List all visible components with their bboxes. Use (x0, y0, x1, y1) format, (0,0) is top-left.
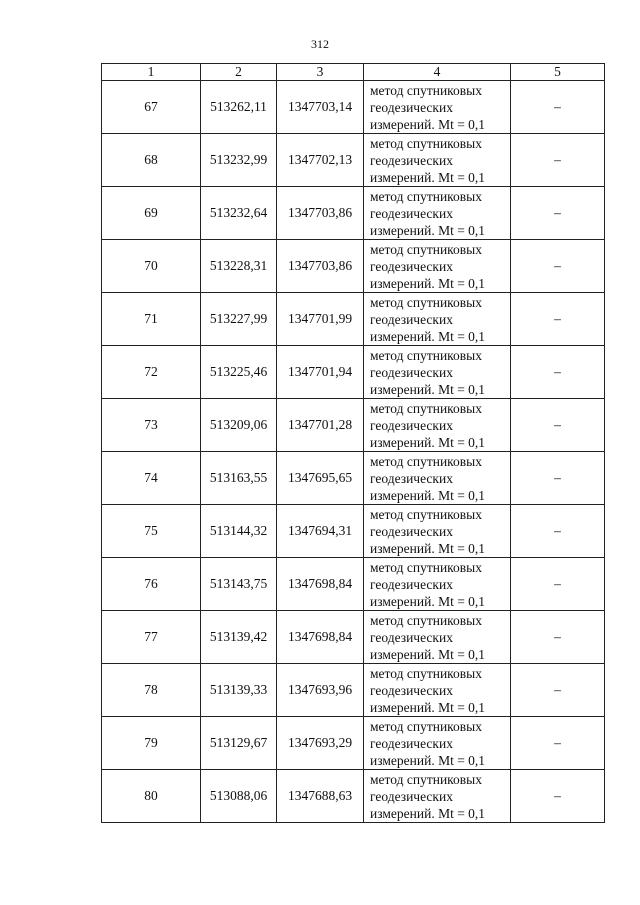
note-cell: – (511, 558, 605, 611)
header-col-4: 4 (364, 64, 511, 81)
x-coordinate-cell: 513228,31 (201, 240, 277, 293)
x-coordinate-cell: 513088,06 (201, 770, 277, 823)
y-coordinate-cell: 1347693,29 (277, 717, 364, 770)
y-coordinate-cell: 1347703,86 (277, 187, 364, 240)
header-col-5: 5 (511, 64, 605, 81)
y-coordinate-cell: 1347698,84 (277, 611, 364, 664)
point-number-cell: 67 (102, 81, 201, 134)
table-row (102, 293, 605, 346)
table-row (102, 187, 605, 240)
y-coordinate-cell: 1347702,13 (277, 134, 364, 187)
point-number-cell: 70 (102, 240, 201, 293)
note-cell: – (511, 399, 605, 452)
method-line: геодезических (370, 523, 453, 539)
table-row (102, 558, 605, 611)
method-line: геодезических (370, 364, 453, 380)
table-header (102, 64, 605, 81)
point-number-cell: 72 (102, 346, 201, 399)
table-row (102, 611, 605, 664)
method-line: геодезических (370, 417, 453, 433)
method-line: измерений. Mt = 0,1 (370, 169, 486, 185)
method-line: метод спутниковых (370, 718, 482, 734)
table-row (102, 81, 605, 134)
note-cell: – (511, 611, 605, 664)
method-line: метод спутниковых (370, 771, 482, 787)
point-number-cell: 76 (102, 558, 201, 611)
note-cell: – (511, 505, 605, 558)
y-coordinate-cell: 1347688,63 (277, 770, 364, 823)
method-line: метод спутниковых (370, 665, 482, 681)
table-row (102, 399, 605, 452)
method-line: метод спутниковых (370, 82, 482, 98)
method-line: метод спутниковых (370, 612, 482, 628)
method-line: геодезических (370, 735, 453, 751)
method-line: измерений. Mt = 0,1 (370, 593, 486, 609)
x-coordinate-cell: 513144,32 (201, 505, 277, 558)
method-line: геодезических (370, 629, 453, 645)
y-coordinate-cell: 1347703,14 (277, 81, 364, 134)
method-line: метод спутниковых (370, 294, 482, 310)
header-col-2: 2 (201, 64, 277, 81)
point-number-cell: 69 (102, 187, 201, 240)
note-cell: – (511, 240, 605, 293)
method-line: измерений. Mt = 0,1 (370, 540, 486, 556)
note-cell: – (511, 770, 605, 823)
point-number-cell: 71 (102, 293, 201, 346)
method-cell (364, 664, 511, 717)
table-body (102, 81, 605, 823)
method-cell (364, 240, 511, 293)
method-line: геодезических (370, 576, 453, 592)
x-coordinate-cell: 513139,42 (201, 611, 277, 664)
x-coordinate-cell: 513143,75 (201, 558, 277, 611)
header-row (102, 64, 605, 81)
point-number-cell: 77 (102, 611, 201, 664)
method-line: измерений. Mt = 0,1 (370, 752, 486, 768)
note-cell: – (511, 452, 605, 505)
table-row (102, 664, 605, 717)
method-cell (364, 505, 511, 558)
x-coordinate-cell: 513129,67 (201, 717, 277, 770)
method-line: измерений. Mt = 0,1 (370, 222, 486, 238)
point-number-cell: 78 (102, 664, 201, 717)
table-row (102, 134, 605, 187)
point-number-cell: 74 (102, 452, 201, 505)
point-number-cell: 73 (102, 399, 201, 452)
method-line: метод спутниковых (370, 347, 482, 363)
table-row (102, 346, 605, 399)
method-cell (364, 293, 511, 346)
method-cell (364, 452, 511, 505)
x-coordinate-cell: 513163,55 (201, 452, 277, 505)
x-coordinate-cell: 513262,11 (201, 81, 277, 134)
y-coordinate-cell: 1347701,99 (277, 293, 364, 346)
method-cell (364, 717, 511, 770)
method-line: измерений. Mt = 0,1 (370, 434, 486, 450)
method-cell (364, 134, 511, 187)
method-line: метод спутниковых (370, 241, 482, 257)
method-line: измерений. Mt = 0,1 (370, 646, 486, 662)
method-line: геодезических (370, 205, 453, 221)
y-coordinate-cell: 1347701,94 (277, 346, 364, 399)
note-cell: – (511, 346, 605, 399)
method-line: геодезических (370, 99, 453, 115)
table-row (102, 717, 605, 770)
method-cell (364, 611, 511, 664)
note-cell: – (511, 293, 605, 346)
table-row (102, 770, 605, 823)
method-line: метод спутниковых (370, 559, 482, 575)
x-coordinate-cell: 513139,33 (201, 664, 277, 717)
table-row (102, 452, 605, 505)
method-cell (364, 187, 511, 240)
method-cell (364, 81, 511, 134)
note-cell: – (511, 81, 605, 134)
method-line: геодезических (370, 258, 453, 274)
method-line: метод спутниковых (370, 188, 482, 204)
table-row (102, 505, 605, 558)
method-line: метод спутниковых (370, 400, 482, 416)
method-line: геодезических (370, 682, 453, 698)
y-coordinate-cell: 1347703,86 (277, 240, 364, 293)
y-coordinate-cell: 1347701,28 (277, 399, 364, 452)
y-coordinate-cell: 1347694,31 (277, 505, 364, 558)
note-cell: – (511, 134, 605, 187)
method-cell (364, 346, 511, 399)
method-cell (364, 770, 511, 823)
method-line: измерений. Mt = 0,1 (370, 381, 486, 397)
method-line: геодезических (370, 311, 453, 327)
y-coordinate-cell: 1347698,84 (277, 558, 364, 611)
x-coordinate-cell: 513232,99 (201, 134, 277, 187)
method-cell (364, 399, 511, 452)
point-number-cell: 68 (102, 134, 201, 187)
note-cell: – (511, 717, 605, 770)
note-cell: – (511, 664, 605, 717)
method-line: метод спутниковых (370, 506, 482, 522)
method-line: измерений. Mt = 0,1 (370, 805, 486, 821)
table-row (102, 240, 605, 293)
method-line: геодезических (370, 470, 453, 486)
coordinates-table (101, 63, 605, 823)
x-coordinate-cell: 513227,99 (201, 293, 277, 346)
page-number: 312 (311, 37, 329, 51)
method-line: метод спутниковых (370, 453, 482, 469)
point-number-cell: 80 (102, 770, 201, 823)
method-line: измерений. Mt = 0,1 (370, 487, 486, 503)
method-line: метод спутниковых (370, 135, 482, 151)
y-coordinate-cell: 1347695,65 (277, 452, 364, 505)
method-line: измерений. Mt = 0,1 (370, 116, 486, 132)
header-col-3: 3 (277, 64, 364, 81)
method-line: измерений. Mt = 0,1 (370, 699, 486, 715)
y-coordinate-cell: 1347693,96 (277, 664, 364, 717)
method-line: измерений. Mt = 0,1 (370, 275, 486, 291)
method-line: геодезических (370, 152, 453, 168)
point-number-cell: 79 (102, 717, 201, 770)
method-cell (364, 558, 511, 611)
x-coordinate-cell: 513232,64 (201, 187, 277, 240)
x-coordinate-cell: 513209,06 (201, 399, 277, 452)
note-cell: – (511, 187, 605, 240)
x-coordinate-cell: 513225,46 (201, 346, 277, 399)
header-col-1: 1 (102, 64, 201, 81)
method-line: измерений. Mt = 0,1 (370, 328, 486, 344)
point-number-cell: 75 (102, 505, 201, 558)
method-line: геодезических (370, 788, 453, 804)
